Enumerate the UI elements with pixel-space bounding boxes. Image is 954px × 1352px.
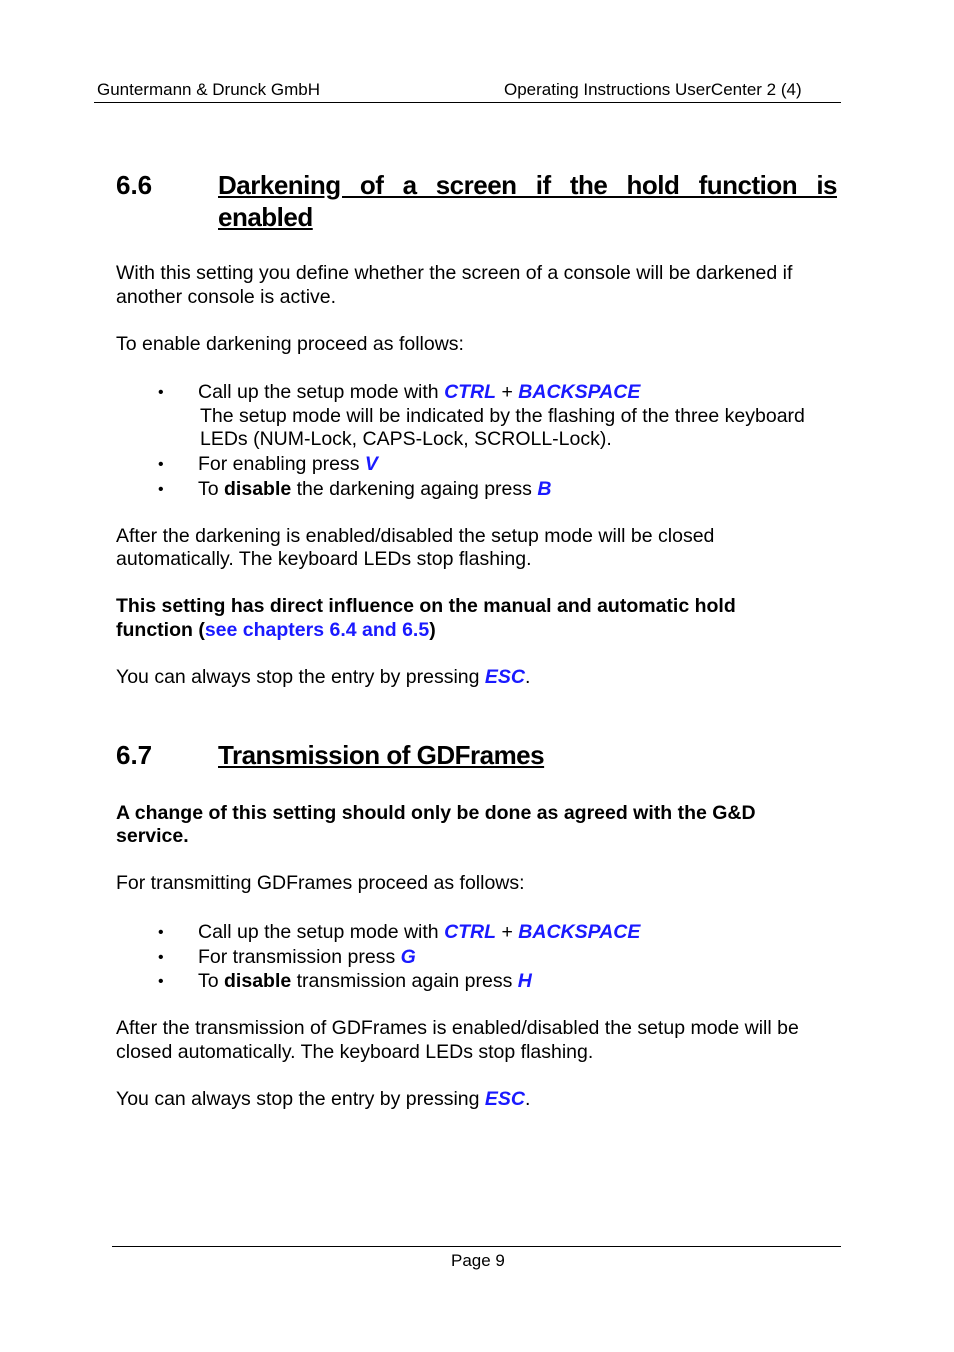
note-line2 — [116, 619, 436, 643]
esc-text: You can always stop the entry by pressing — [116, 1088, 485, 1110]
list-item-subtext-line1: The setup mode will be indicated by the flashing of the three keyboard — [200, 405, 805, 427]
key-b: B — [537, 478, 552, 500]
list-item-text: For transmission press — [198, 946, 401, 968]
key-backspace: BACKSPACE — [518, 921, 641, 943]
key-ctrl: CTRL — [444, 381, 497, 403]
after-paragraph-line2: automatically. The keyboard LEDs stop flashing. — [116, 548, 532, 570]
bullet-icon: • — [158, 481, 164, 498]
chapters-link[interactable]: see chapters 6.4 and 6.5 — [204, 619, 430, 641]
note-text: ) — [429, 619, 436, 641]
esc-paragraph — [116, 1088, 530, 1112]
key-esc: ESC — [484, 1088, 526, 1110]
after-paragraph-line1: After the darkening is enabled/disabled the setup mode will be closed — [116, 525, 715, 547]
esc-paragraph — [116, 666, 530, 690]
warning-line2: service. — [116, 825, 189, 847]
proceed-text: To enable darkening proceed as follows: — [116, 333, 464, 355]
section-number-6-6: 6.6 — [116, 170, 153, 200]
intro-paragraph-line1: With this setting you define whether the screen of a console will be darkened if — [116, 262, 793, 284]
key-ctrl: CTRL — [444, 921, 497, 943]
header-company: Guntermann & Drunck GmbH — [97, 80, 320, 99]
proceed-text: For transmitting GDFrames proceed as follows: — [116, 872, 525, 894]
header-document-title: Operating Instructions UserCenter 2 (4) — [504, 80, 802, 99]
list-item-text: transmission again press — [291, 970, 518, 992]
bullet-icon: • — [158, 384, 164, 401]
list-item-transmission — [198, 946, 416, 970]
list-item-subtext-line2: LEDs (NUM-Lock, CAPS-Lock, SCROLL-Lock). — [200, 428, 612, 450]
list-item-text: For enabling press — [198, 453, 365, 475]
list-item-text: Call up the setup mode with — [198, 921, 445, 943]
list-item-text: To — [198, 970, 225, 992]
note-line1: This setting has direct influence on the manual and automatic hold — [116, 595, 736, 617]
bullet-icon: • — [158, 973, 164, 990]
header-divider — [94, 102, 841, 103]
section-title-6-6-line1: Darkening of a screen if the hold function is — [218, 170, 837, 200]
section-title-6-7: Transmission of GDFrames — [218, 740, 545, 770]
section-title-6-6-line2: enabled — [218, 202, 313, 232]
key-backspace: BACKSPACE — [518, 381, 641, 403]
key-esc: ESC — [484, 666, 526, 688]
page-number: Page 9 — [451, 1251, 505, 1270]
warning-line1: A change of this setting should only be done as agreed with the G&D — [116, 802, 756, 824]
esc-period: . — [525, 666, 531, 688]
bold-disable: disable — [224, 970, 292, 992]
list-item-disable — [198, 970, 532, 994]
list-item-setup-mode — [198, 381, 640, 405]
footer-divider — [112, 1246, 841, 1247]
list-item-disable — [198, 478, 551, 502]
after-paragraph-line2: closed automatically. The keyboard LEDs stop flashing. — [116, 1041, 594, 1063]
plus-sign: + — [496, 921, 519, 943]
esc-period: . — [525, 1088, 531, 1110]
list-item-setup-mode — [198, 921, 640, 945]
plus-sign: + — [496, 381, 519, 403]
bullet-icon: • — [158, 456, 164, 473]
bullet-icon: • — [158, 924, 164, 941]
bullet-icon: • — [158, 949, 164, 966]
intro-paragraph-line2: another console is active. — [116, 286, 337, 308]
note-text: function ( — [116, 619, 205, 641]
bold-disable: disable — [224, 478, 292, 500]
key-v: V — [364, 453, 378, 475]
list-item-enable — [198, 453, 378, 477]
list-item-text: To — [198, 478, 225, 500]
key-g: G — [400, 946, 416, 968]
list-item-text: Call up the setup mode with — [198, 381, 445, 403]
key-h: H — [517, 970, 532, 992]
esc-text: You can always stop the entry by pressing — [116, 666, 485, 688]
after-paragraph-line1: After the transmission of GDFrames is enabled/disabled the setup mode will be — [116, 1017, 799, 1039]
list-item-text: the darkening againg press — [291, 478, 538, 500]
section-number-6-7: 6.7 — [116, 740, 153, 770]
